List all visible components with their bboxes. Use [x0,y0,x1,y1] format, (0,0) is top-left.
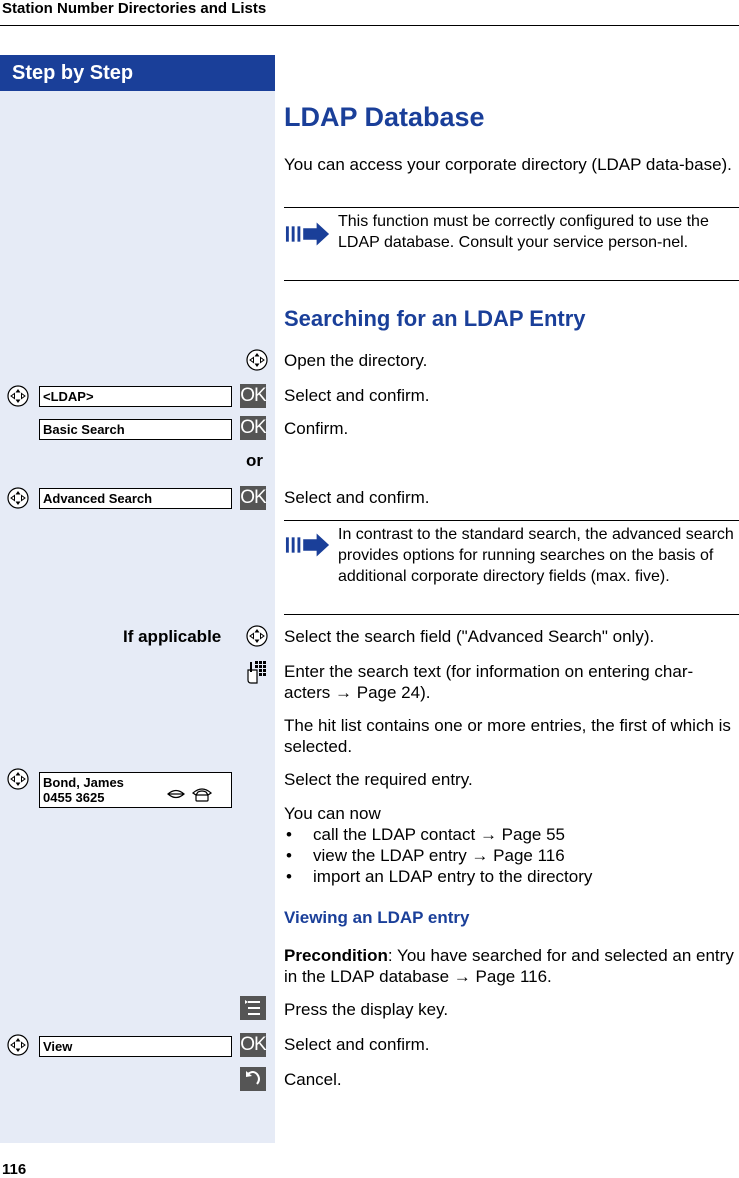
navigator-icon [246,349,268,371]
ok-key-icon[interactable]: OK [240,487,266,508]
precondition-text [284,945,736,987]
step-by-step-column [0,55,275,1143]
hit-list-text: The hit list contains one or more entries, the first of which is selected. [284,716,731,756]
navigator-icon [246,625,268,647]
entry-name: Bond, James [43,775,124,790]
ok-key-icon[interactable]: OK [240,417,266,438]
list-item: • call the LDAP contact → Page 55 [284,824,736,845]
ok-key-icon[interactable]: OK [240,385,266,406]
note-rule-top [284,520,739,521]
list-item: • view the LDAP entry → Page 116 [284,845,736,866]
step-press-display-key: Press the display key. [284,1000,449,1019]
list-item: • import an LDAP entry to the directory [284,866,736,887]
step-by-step-title: Step by Step [0,55,275,91]
step-confirm: Confirm. [284,419,349,438]
display-key-icon[interactable] [240,996,266,1020]
header-divider [0,25,739,26]
intro-text: You can access your corporate directory (LDAP data-base). [284,155,732,174]
navigator-icon [7,487,29,509]
step-cancel: Cancel. [284,1070,342,1089]
step-enter-search-text: Enter the search text (for information on entering char-acters → Page 24). [284,662,694,702]
precondition-body: : You have searched for and selected an entry in the LDAP database → Page 116. [284,946,734,986]
lips-icon [166,787,186,801]
display-advanced-search[interactable]: Advanced Search [39,488,232,509]
navigator-icon [7,768,29,790]
note-arrow-icon [285,531,331,559]
subsection-title: Searching for an LDAP Entry [284,306,586,331]
page-number: 116 [2,1161,27,1178]
step-select-confirm: Select and confirm. [284,386,430,405]
if-applicable-label: If applicable [123,627,222,646]
note-configuration: This function must be correctly configured to use the LDAP database. Consult your service person-nel. [338,213,709,251]
or-label: or [246,451,263,470]
step-select-entry: Select the required entry. [284,770,473,789]
note-advanced-search: In contrast to the standard search, the advanced search provides options for running searches on the basis of additional corporate directory fields (max. five). [338,526,734,585]
section-title: LDAP Database [284,102,485,132]
you-can-now: You can now [284,804,381,823]
viewing-title: Viewing an LDAP entry [284,908,470,927]
step-select-search-field: Select the search field ("Advanced Search" only). [284,627,655,646]
step-select-confirm-2: Select and confirm. [284,488,430,507]
options-list [284,824,736,887]
entry-number: 0455 3625 [43,790,105,805]
phone-icon [191,785,213,803]
note-rule-bottom [284,280,739,281]
note-arrow-icon [285,220,331,248]
step-select-confirm-view: Select and confirm. [284,1035,430,1054]
display-basic-search[interactable]: Basic Search [39,419,232,440]
note-rule-top [284,207,739,208]
step-open-directory: Open the directory. [284,351,428,370]
ok-key-icon[interactable]: OK [240,1034,266,1055]
precondition-label: Precondition [284,946,388,965]
keypad-icon [245,660,267,684]
running-header: Station Number Directories and Lists [2,0,267,17]
navigator-icon [7,385,29,407]
display-view[interactable]: View [39,1036,232,1057]
note-rule-bottom [284,614,739,615]
navigator-icon [7,1034,29,1056]
display-ldap[interactable]: <LDAP> [39,386,232,407]
cancel-key-icon[interactable] [240,1067,266,1091]
